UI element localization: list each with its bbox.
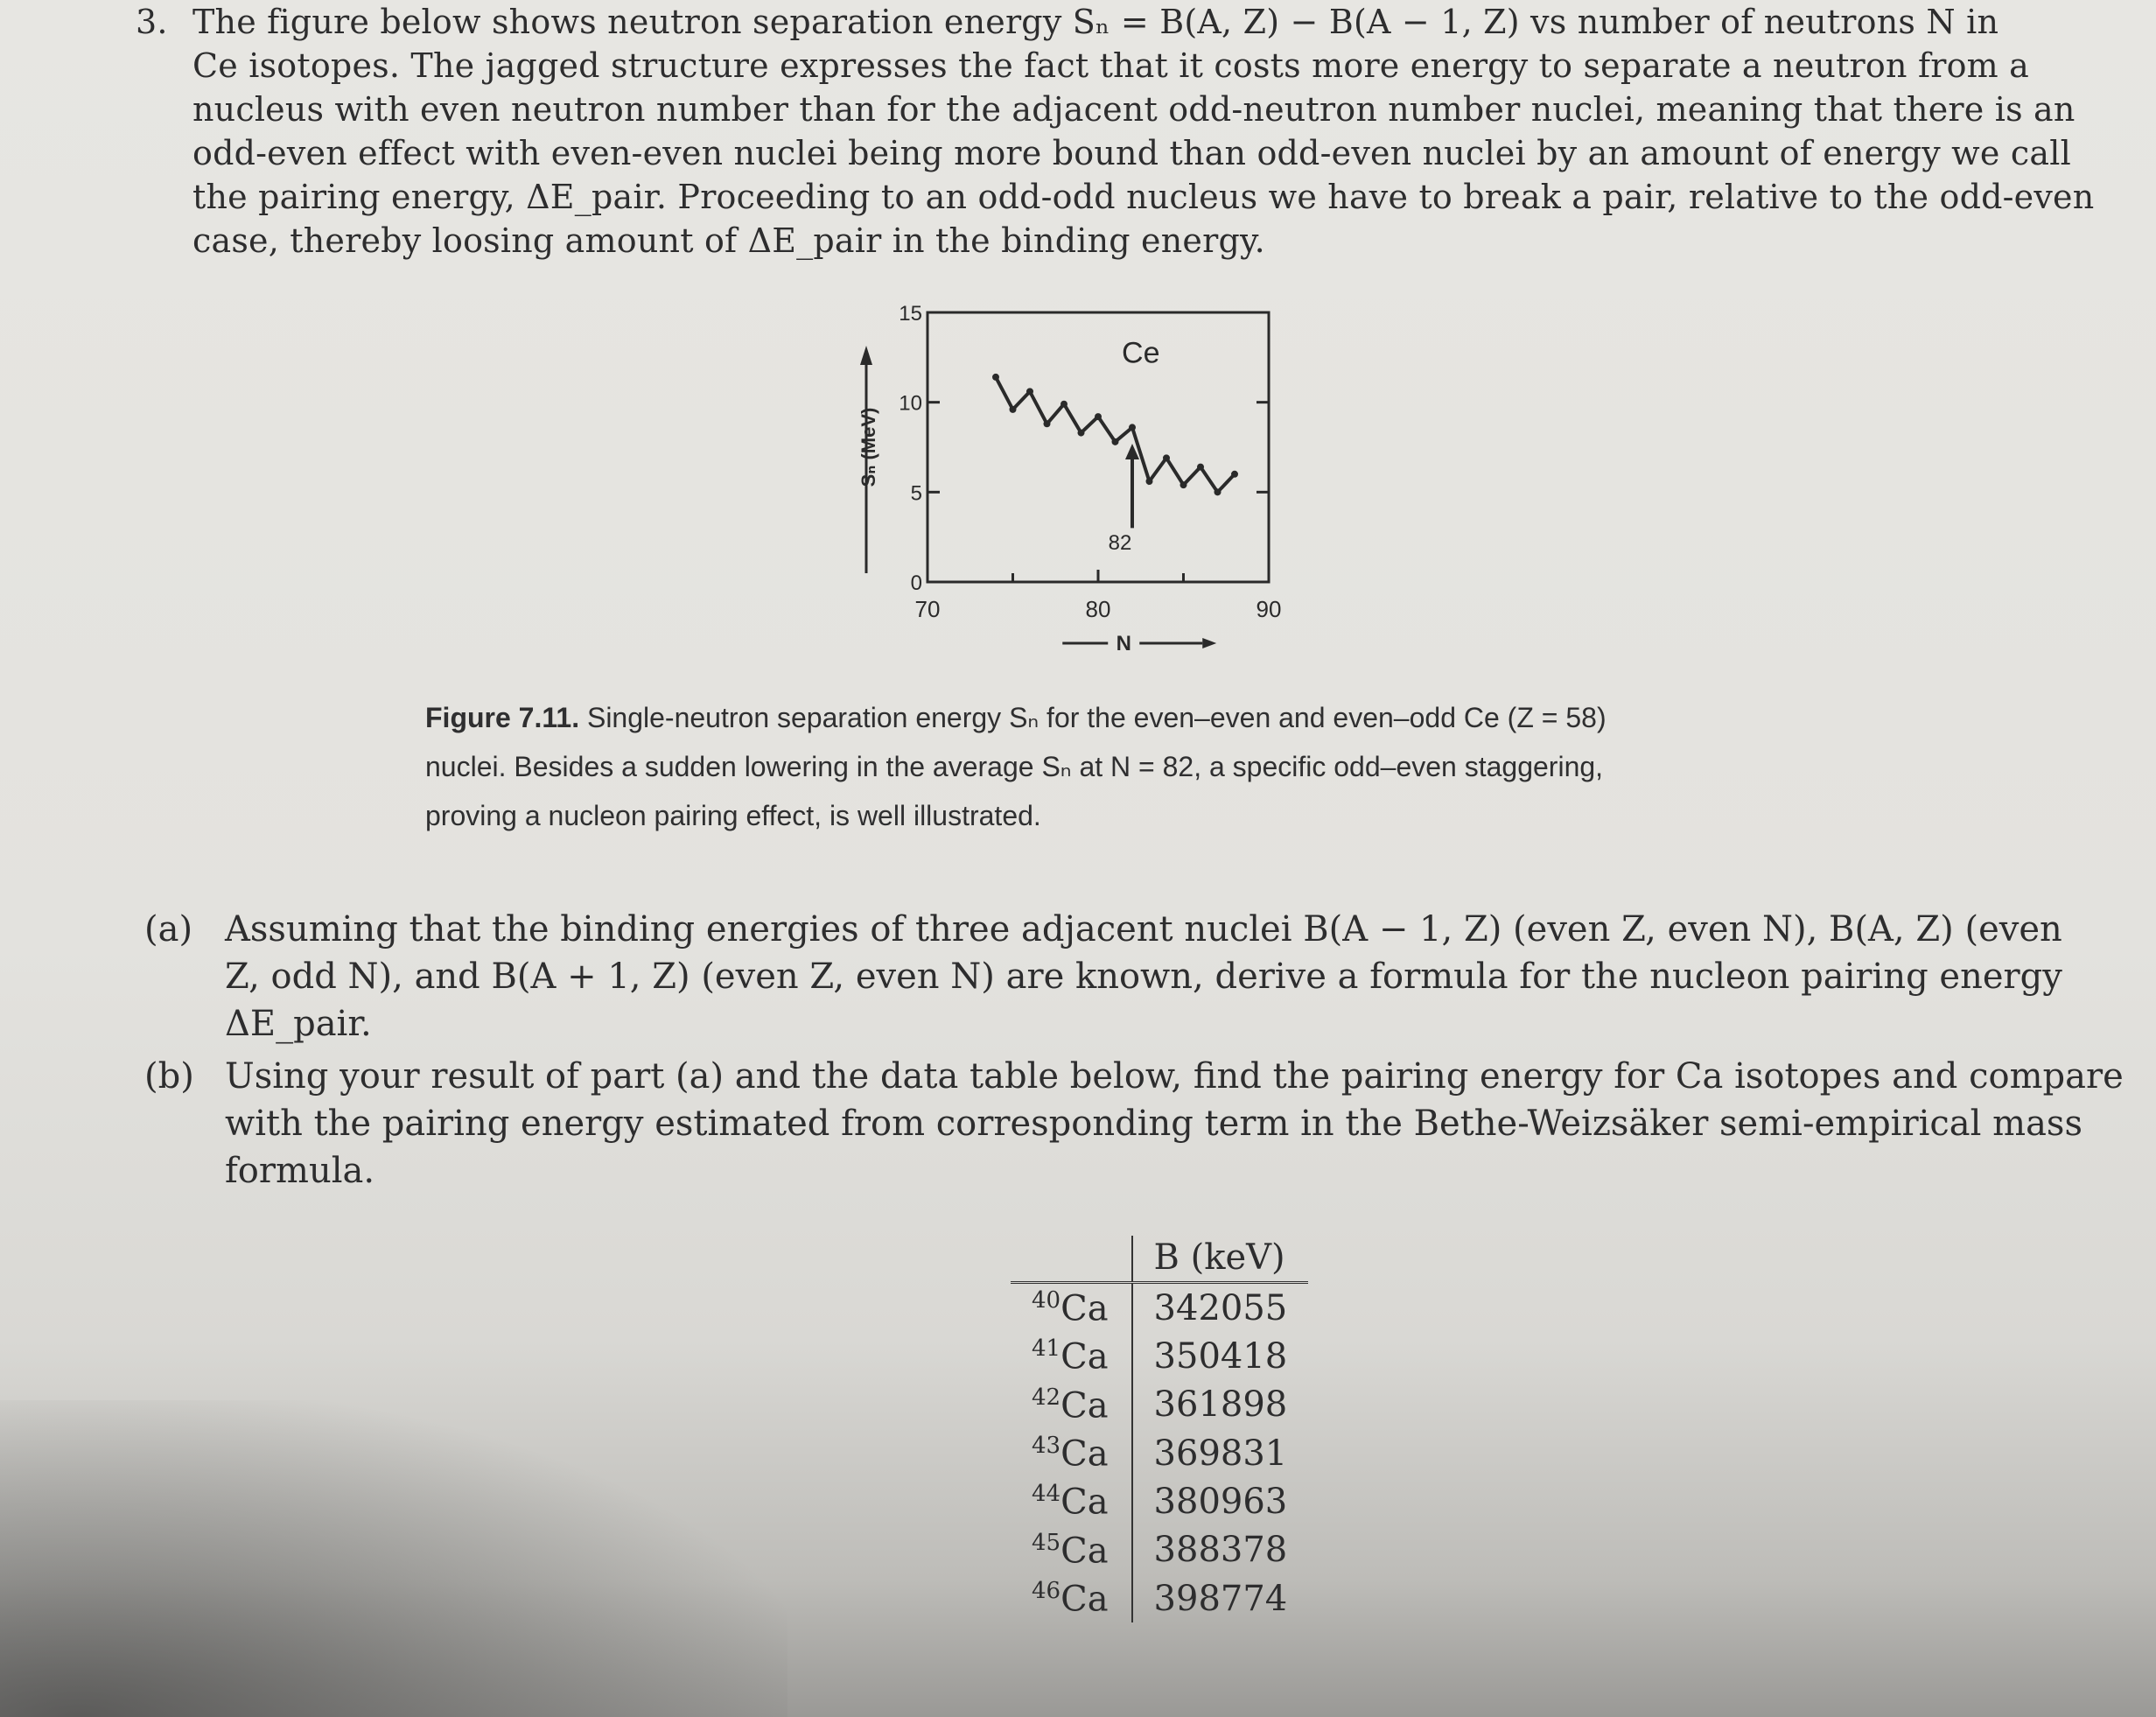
problem-parts [144,906,2124,1200]
value-cell: 380963 [1153,1481,1288,1522]
annotation-label: 82 [1108,531,1132,556]
y-tick-label: 0 [910,571,922,595]
data-point [1044,420,1051,427]
intro-line: the pairing energy, ΔE_pair. Proceeding to an odd-odd nucleus we have to break a pair, relative to the odd-even [192,178,2095,216]
caption-text: Single-neutron separation energy Sₙ for the even–even and even–odd Ce (Z = 58) [586,702,1606,733]
value-cell: 369831 [1153,1433,1288,1474]
isotope-cell: $^{42}$Ca [1011,1381,1132,1429]
page-shadow [0,1400,788,1717]
y-axis-arrow-head [860,346,872,365]
table-header-blank [1011,1236,1132,1283]
intro-paragraph [136,0,2095,263]
figure-caption [425,693,1703,840]
data-point [1163,454,1170,461]
x-axis-arrow-head [1202,638,1216,648]
x-tick-label: 70 [914,596,941,622]
binding-energy-table [1011,1236,1308,1622]
problem-number: 3. [136,3,168,41]
data-point [1146,478,1153,485]
y-axis-label: Sₙ (MeV) [858,407,879,487]
part-line: Assuming that the binding energies of three adjacent nuclei B(A − 1, Z) (even Z, even N), B(A, Z) (even [225,909,2062,950]
data-point [1231,471,1238,478]
plot-frame [928,312,1269,582]
y-tick-label: 10 [899,391,922,416]
data-point [1095,413,1102,420]
data-point [1197,464,1204,471]
isotope-cell: $^{41}$Ca [1011,1332,1132,1380]
part-line: Using your result of part (a) and the data table below, find the pairing energy for Ca isotopes and compare [225,1056,2124,1097]
y-tick-label: 15 [899,302,922,326]
x-tick-label: 90 [1256,596,1282,622]
isotope-cell: $^{40}$Ca [1011,1283,1132,1333]
value-cell: 388378 [1153,1530,1288,1571]
part-marker: (b) [144,1056,194,1097]
isotope-cell: $^{45}$Ca [1011,1526,1132,1574]
caption-line [425,693,1703,742]
intro-line: Ce isotopes. The jagged structure expresses the fact that it costs more energy to separate a neutron from a [192,46,2030,85]
caption-line: nuclei. Besides a sudden lowering in the average Sₙ at N = 82, a specific odd–even staggering, [425,751,1604,782]
chart-svg [840,302,1312,652]
table-row [1011,1332,1308,1380]
part-body [144,906,2062,1048]
data-point [1010,406,1017,413]
table-header-row [1011,1236,1308,1283]
data-point [1078,430,1085,437]
data-point [1060,401,1068,408]
isotope-cell: $^{43}$Ca [1011,1429,1132,1477]
data-point [1129,424,1136,431]
caption-line: proving a nucleon pairing effect, is well illustrated. [425,800,1041,831]
isotope-cell: $^{46}$Ca [1011,1574,1132,1622]
x-tick-label: 80 [1085,596,1111,622]
part-line: ΔE_pair. [225,1004,372,1044]
data-point [1026,388,1033,395]
data-point [1112,438,1119,445]
value-cell: 398774 [1153,1578,1288,1619]
data-point [992,374,999,381]
table-row [1011,1526,1308,1574]
intro-line: odd-even effect with even-even nuclei being more bound than odd-even nuclei by an amount of energy we call [192,134,2071,172]
part-a [144,906,2062,1048]
part-line: formula. [225,1151,375,1191]
table-row [1011,1283,1308,1333]
table-header: B (keV) [1132,1236,1309,1283]
part-body [144,1053,2124,1195]
table-row [1011,1381,1308,1429]
data-point [1180,481,1187,488]
intro-line: nucleus with even neutron number than for the adjacent odd-neutron number nuclei, meaning that there is an [192,90,2076,129]
intro-line: case, thereby loosing amount of ΔE_pair in the binding energy. [192,221,1265,260]
isotope-cell: $^{44}$Ca [1011,1477,1132,1525]
part-marker: (a) [144,909,193,950]
y-tick-label: 5 [910,481,922,506]
figure-chart [840,302,1312,652]
value-cell: 361898 [1153,1384,1288,1426]
value-cell: 342055 [1153,1287,1288,1328]
part-line: with the pairing energy estimated from corresponding term in the Bethe-Weizsäker semi-empirical mass [225,1104,2082,1144]
table-row [1011,1574,1308,1622]
problem-intro [136,0,2095,263]
part-line: Z, odd N), and B(A + 1, Z) (even Z, even N) are known, derive a formula for the nucleon pairing energy [225,957,2062,997]
caption-label: Figure 7.11. [425,702,580,733]
chart-title: Ce [1122,336,1160,370]
x-axis-label: N [1116,632,1131,652]
data-point [1214,488,1222,495]
value-cell: 350418 [1153,1335,1288,1377]
intro-line: The figure below shows neutron separation energy Sₙ = B(A, Z) − B(A − 1, Z) vs number of neutrons N in [192,3,1999,41]
part-b [144,1053,2124,1195]
table-row [1011,1477,1308,1525]
table-row [1011,1429,1308,1477]
table [1011,1236,1308,1622]
